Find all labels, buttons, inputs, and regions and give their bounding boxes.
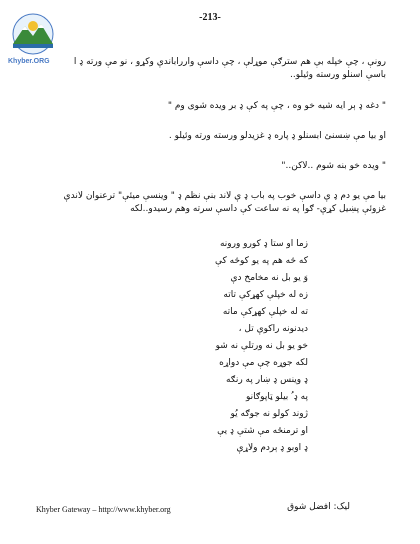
poem-line: زه له خپلې کهړکې تاته	[223, 290, 308, 300]
poem-line: ډ وينس ډ ښار په رنګه	[226, 375, 308, 385]
poem-line: وَ يو بل نه مخامخ دې	[230, 273, 308, 283]
poem-line: او ترمنځه مې شتې ډ يې	[217, 426, 308, 436]
poem-line: ته له خپلې کهړکې ماته	[222, 307, 308, 317]
paragraph-line-2: او بيا مې ښسنئ ابسنلو ډ پاره ډ غزيدلو ورسته ورته وئيلو .	[168, 131, 386, 141]
page-number: -213-	[199, 12, 221, 23]
poem-line: خو يو بل نه ورتلې نه شو	[215, 341, 308, 351]
poem-line: زما او ستا ډ کورو ورونه	[219, 239, 308, 249]
quote-2: " ويده خو بنه شوم ..لاکن.."	[281, 161, 386, 171]
poem-line: ډ اوبو ډ ېردم ولاړې	[236, 443, 308, 453]
logo-text: Khyber.ORG	[8, 58, 50, 65]
poem-line: لکه جوړه چې مې دواړه	[219, 358, 308, 368]
paragraph-1: رونې ، چې خپله بې هم سترګې موړلې ، چې داسې وارراباندې وکړو ، نو مې ورته ډ ا باسې اسنلو ورسته وئيلو..	[73, 57, 386, 80]
footer-author: ليک: افضل شوق	[287, 502, 350, 512]
quote-1: " دغه ډ ېر ايه شيه خو وه ، چې په کې ډ بر ويده شوی وم "	[167, 101, 386, 111]
footer-source: Khyber Gateway – http://www.khyber.org	[36, 505, 171, 514]
poem	[128, 236, 308, 457]
poem-line: ديدنونه راکوې تل ،	[238, 324, 308, 334]
paragraph-2: بيا مې يو دم ډ ې داسې خوب په باب ډ ې لاند بنې نظم ډ " وينسې ميئې" ترعنوان لاندې غزوئې پښيل کړې- ګوا په نه ساعت کې داسې سرته وهم رسيدو..لکه	[63, 191, 386, 214]
poem-line: که څه هم په يو کوڅه کې	[215, 256, 308, 266]
poem-line: په ډ ُ بيلو ټاپوګانو	[246, 392, 308, 402]
poem-line: ژوند کولو نه جوګه يُو	[230, 409, 308, 419]
